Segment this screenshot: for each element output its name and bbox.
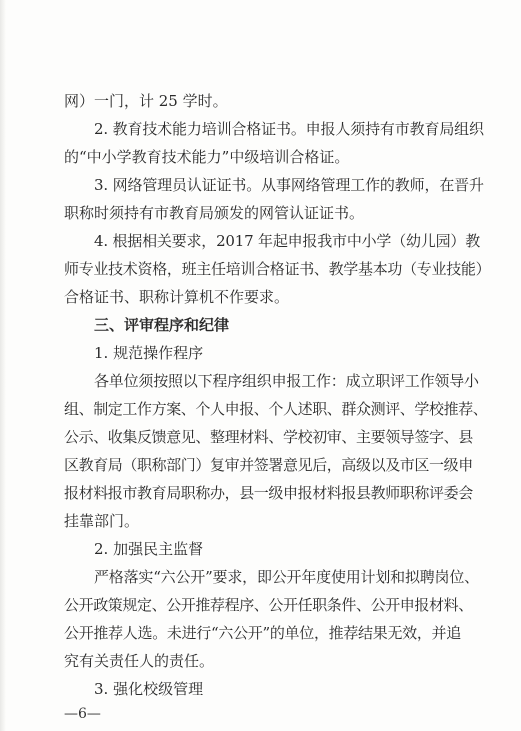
- paragraph-line: 组、制定工作方案、个人申报、个人述职、群众测评、学校推荐、: [64, 400, 488, 418]
- section-heading: 三、评审程序和纪律: [94, 316, 230, 334]
- page-fold-shadow: [0, 0, 6, 731]
- paragraph-line: 网）一门，计 25 学时。: [64, 92, 228, 110]
- paragraph-line: 公开政策规定、公开推荐程序、公开任职条件、公开申报材料、: [64, 596, 473, 614]
- paragraph-line: 4. 根据相关要求，2017 年起申报我市中小学（幼儿园）教: [94, 232, 481, 250]
- paragraph-line: 职称时须持有市教育局颁发的网管认证证书。: [64, 204, 365, 222]
- paragraph-line: 报材料报市教育局职称办，县一级申报材料报县教师职称评委会: [64, 484, 473, 502]
- paragraph-line: 挂靠部门。: [64, 512, 140, 530]
- subsection-heading: 3. 强化校级管理: [94, 680, 204, 698]
- paragraph-line: 3. 网络管理员认证证书。从事网络管理工作的教师，在晋升: [94, 176, 484, 194]
- subsection-heading: 2. 加强民主监督: [94, 540, 204, 558]
- paragraph-line: 公示、收集反馈意见、整理材料、学校初审、主要领导签字、县: [64, 428, 473, 446]
- paragraph-line: 区教育局（职称部门）复审并签署意见后，高级以及市区一级申: [64, 456, 473, 474]
- paragraph-line: 合格证书、职称计算机不作要求。: [64, 288, 290, 306]
- paragraph-line: 严格落实“六公开”要求，即公开年度使用计划和拟聘岗位、: [94, 568, 479, 586]
- paragraph-line: 2. 教育技术能力培训合格证书。申报人须持有市教育局组织: [94, 120, 484, 138]
- paragraph-line: 师专业技术资格，班主任培训合格证书、教学基本功（专业技能）: [64, 260, 491, 278]
- paragraph-line: 究有关责任人的责任。: [64, 652, 215, 670]
- page-number: —6—: [64, 706, 101, 722]
- paragraph-line: 各单位须按照以下程序组织申报工作：成立职评工作领导小: [94, 372, 479, 390]
- subsection-heading: 1. 规范操作程序: [94, 344, 204, 362]
- paragraph-line: 公开推荐人选。未进行“六公开”的单位，推荐结果无效，并追: [64, 624, 461, 642]
- paragraph-line: 的“中小学教育技术能力”中级培训合格证。: [64, 148, 350, 166]
